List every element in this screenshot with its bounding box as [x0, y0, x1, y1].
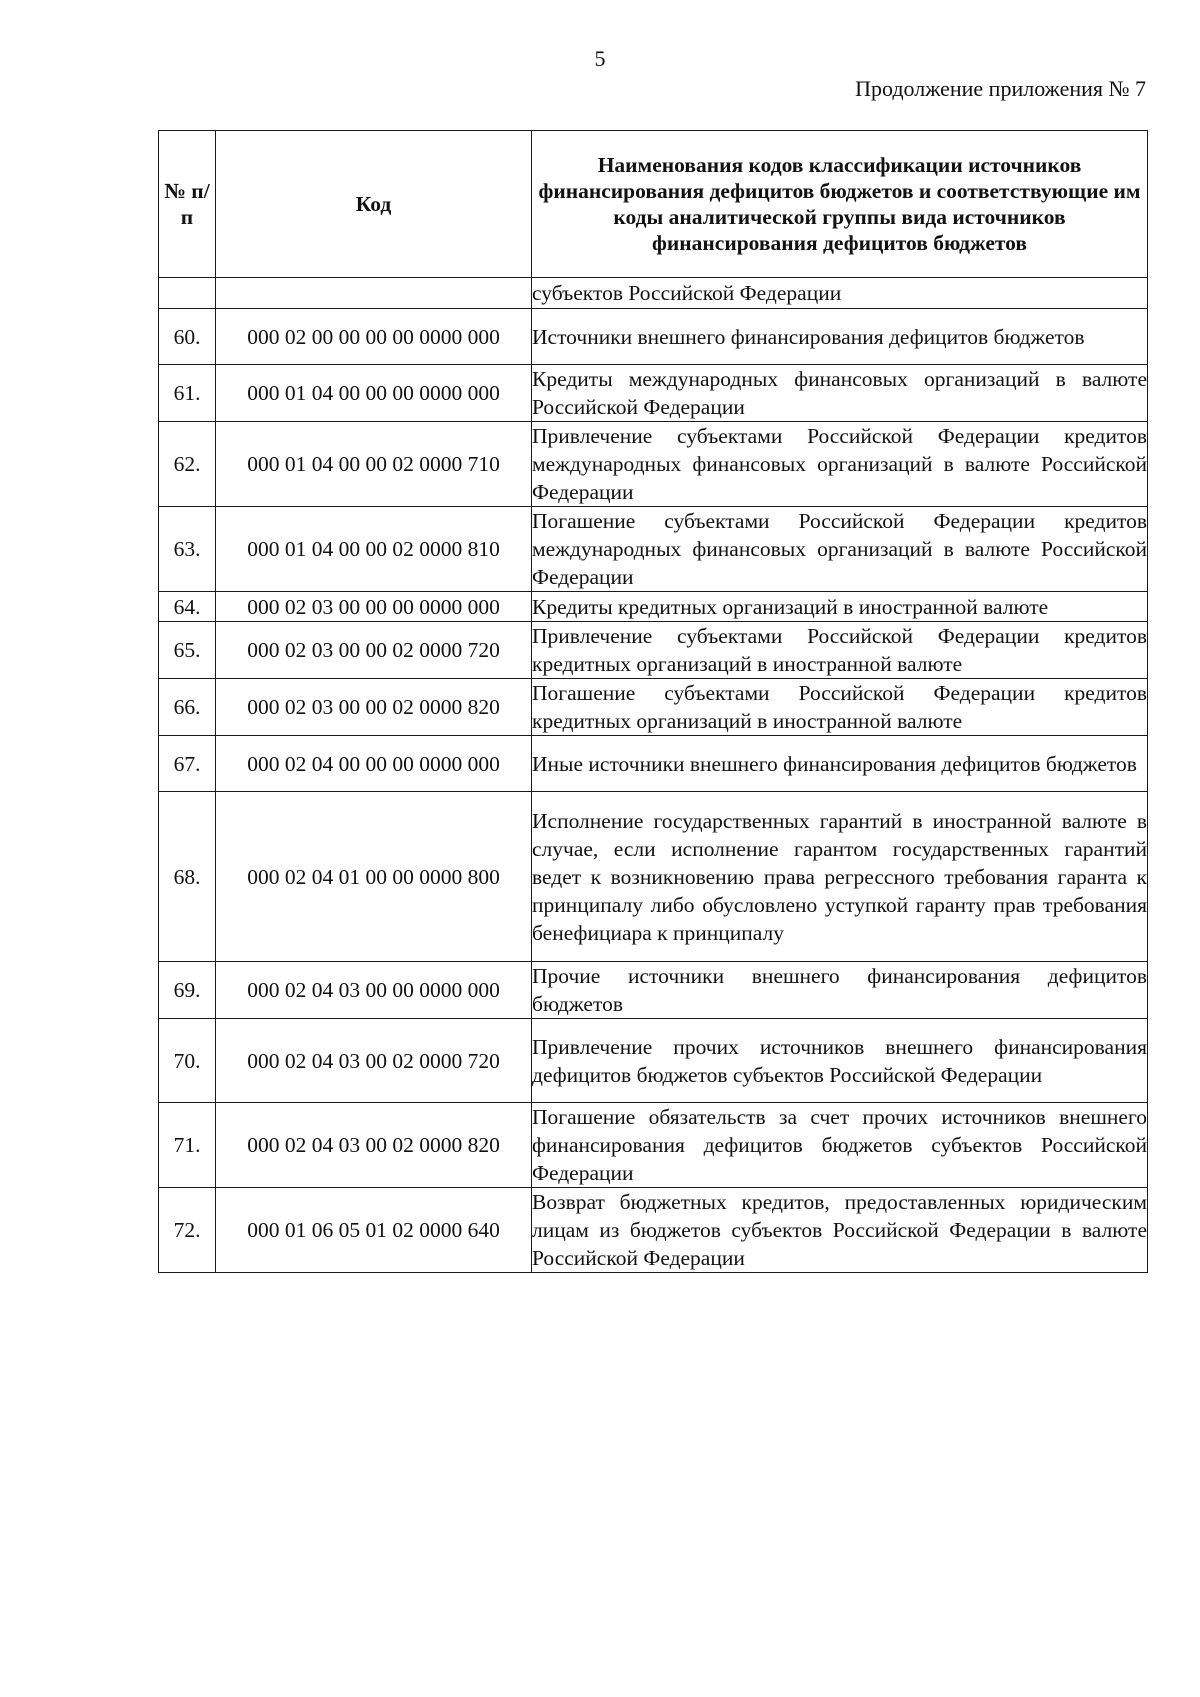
row-name: Иные источники внешнего финансирования дефицитов бюджетов	[532, 736, 1148, 792]
row-name: Привлечение прочих источников внешнего финансирования дефицитов бюджетов субъектов Российской Федерации	[532, 1019, 1148, 1103]
table-row	[159, 365, 1148, 422]
header-code: Код	[216, 131, 532, 278]
row-code: 000 02 04 03 00 00 0000 000	[216, 962, 532, 1019]
continuation-code-cell	[216, 278, 532, 309]
row-name: Погашение обязательств за счет прочих источников внешнего финансирования дефицитов бюджетов субъектов Российской Федерации	[532, 1103, 1148, 1188]
row-number: 69.	[159, 962, 216, 1019]
table-row	[159, 679, 1148, 736]
row-name: Погашение субъектами Российской Федерации кредитов международных финансовых организаций в валюте Российской Федерации	[532, 507, 1148, 592]
row-number: 65.	[159, 622, 216, 679]
row-number: 71.	[159, 1103, 216, 1188]
table-row	[159, 962, 1148, 1019]
row-number: 70.	[159, 1019, 216, 1103]
row-code: 000 02 03 00 00 00 0000 000	[216, 592, 532, 622]
header-name: Наименования кодов классификации источников финансирования дефицитов бюджетов и соответствующие им коды аналитической группы вида источников финансирования дефицитов бюджетов	[532, 131, 1148, 278]
appendix-continuation-label: Продолжение приложения № 7	[855, 76, 1146, 101]
row-code: 000 01 04 00 00 02 0000 810	[216, 507, 532, 592]
classification-table	[158, 130, 1148, 1273]
row-number: 63.	[159, 507, 216, 592]
row-code: 000 01 04 00 00 02 0000 710	[216, 422, 532, 507]
table-header-row	[159, 131, 1148, 278]
row-name: Кредиты международных финансовых организаций в валюте Российской Федерации	[532, 365, 1148, 422]
row-name: Возврат бюджетных кредитов, предоставленных юридическим лицам из бюджетов субъектов Российской Федерации в валюте Российской Федерации	[532, 1188, 1148, 1273]
row-number: 68.	[159, 792, 216, 962]
continuation-name-cell: субъектов Российской Федерации	[532, 278, 1148, 309]
row-name: Привлечение субъектами Российской Федерации кредитов кредитных организаций в иностранной валюте	[532, 622, 1148, 679]
table-row	[159, 622, 1148, 679]
continuation-num-cell	[159, 278, 216, 309]
row-number: 66.	[159, 679, 216, 736]
row-number: 61.	[159, 365, 216, 422]
row-name: Исполнение государственных гарантий в иностранной валюте в случае, если исполнение гарантом государственных гарантий ведет к возникновению права регрессного требования гаранта к принципалу либо обусловлено уступкой гаранту прав требования бенефициара к принципалу	[532, 792, 1148, 962]
table-row	[159, 1188, 1148, 1273]
row-code: 000 02 04 00 00 00 0000 000	[216, 736, 532, 792]
row-code: 000 01 06 05 01 02 0000 640	[216, 1188, 532, 1273]
row-number: 72.	[159, 1188, 216, 1273]
row-name: Привлечение субъектами Российской Федерации кредитов международных финансовых организаций в валюте Российской Федерации	[532, 422, 1148, 507]
table-row	[159, 592, 1148, 622]
row-number: 64.	[159, 592, 216, 622]
table-row	[159, 792, 1148, 962]
row-number: 67.	[159, 736, 216, 792]
table-row	[159, 507, 1148, 592]
row-number: 60.	[159, 309, 216, 365]
table-row-continuation	[159, 278, 1148, 309]
row-code: 000 02 04 01 00 00 0000 800	[216, 792, 532, 962]
table-row	[159, 422, 1148, 507]
row-name: Погашение субъектами Российской Федерации кредитов кредитных организаций в иностранной валюте	[532, 679, 1148, 736]
row-code: 000 01 04 00 00 00 0000 000	[216, 365, 532, 422]
row-code: 000 02 04 03 00 02 0000 820	[216, 1103, 532, 1188]
row-code: 000 02 04 03 00 02 0000 720	[216, 1019, 532, 1103]
header-number: № п/п	[159, 131, 216, 278]
row-name: Прочие источники внешнего финансирования дефицитов бюджетов	[532, 962, 1148, 1019]
table-row	[159, 1019, 1148, 1103]
row-code: 000 02 03 00 00 02 0000 720	[216, 622, 532, 679]
page-number: 5	[594, 46, 606, 71]
table-row	[159, 1103, 1148, 1188]
row-name: Кредиты кредитных организаций в иностранной валюте	[532, 592, 1148, 622]
row-code: 000 02 00 00 00 00 0000 000	[216, 309, 532, 365]
table-row	[159, 736, 1148, 792]
table-row	[159, 309, 1148, 365]
row-name: Источники внешнего финансирования дефицитов бюджетов	[532, 309, 1148, 365]
row-code: 000 02 03 00 00 02 0000 820	[216, 679, 532, 736]
row-number: 62.	[159, 422, 216, 507]
